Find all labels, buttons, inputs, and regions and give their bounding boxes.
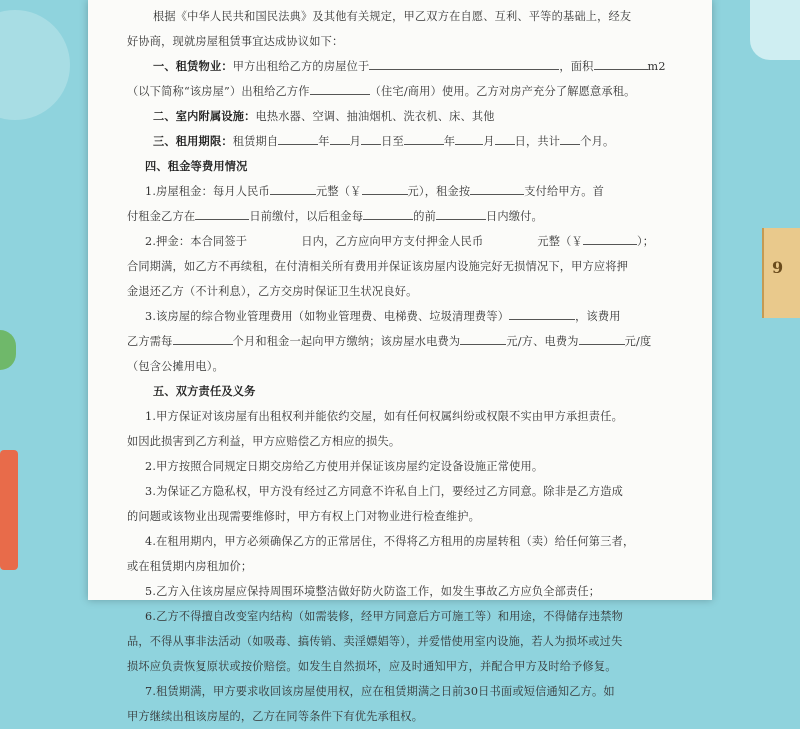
plant-decoration xyxy=(0,330,16,370)
clause-3 xyxy=(145,129,694,154)
text: m2 xyxy=(647,60,666,73)
duty-3-line-1: 3.为保证乙方隐私权，甲方没有经过乙方同意不许私自上门，要经过乙方同意。除非是乙方造成 xyxy=(145,485,623,498)
duty-4-line-2: 或在租赁期内房租加价； xyxy=(127,560,253,573)
address-blank[interactable] xyxy=(369,55,559,70)
clause-2 xyxy=(145,104,694,129)
end-month-blank[interactable] xyxy=(455,130,483,145)
text: ，该费用 xyxy=(575,310,621,323)
background-circle xyxy=(0,10,70,120)
text: 电热水器、空调、抽油烟机、洗衣机、床、其他 xyxy=(255,110,495,123)
section-1-title: 一、租赁物业： xyxy=(153,59,233,73)
clause-4-1-line-2 xyxy=(127,204,694,229)
pencil-decoration xyxy=(0,450,18,570)
property-fee-blank[interactable] xyxy=(509,305,575,320)
text: 日前缴付，以后租金每 xyxy=(249,210,364,223)
text: 的前 xyxy=(413,210,436,223)
text: 日内，乙方应向甲方支付押金人民币 xyxy=(301,235,484,248)
section-3-title: 三、租用期限： xyxy=(153,134,233,148)
duty-4-line-1: 4.在租用期内，甲方必须确保乙方的正常居住，不得将乙方租用的房屋转租（卖）给任何第三者， xyxy=(145,535,635,548)
deposit-amount-blank[interactable] xyxy=(583,230,637,245)
text: 元/方、电费为 xyxy=(506,335,579,348)
text: （以下简称“该房屋”）出租给乙方作 xyxy=(127,85,310,98)
text: 个月。 xyxy=(580,135,615,148)
text: 乙方需每 xyxy=(127,335,173,348)
duty-6-line-3: 损坏应负责恢复原状或按价赔偿。如发生自然损坏，应及时通知甲方，并配合甲方及时给予修复。 xyxy=(127,660,617,673)
duty-5: 5.乙方入住该房屋应保持周围环境整洁做好防火防盗工作，如发生事故乙方应负全部责任； xyxy=(145,585,601,598)
clause-4-2-line-1 xyxy=(145,229,694,254)
section-2-title: 二、室内附属设施： xyxy=(153,109,256,123)
section-4-title: 四、租金等费用情况 xyxy=(145,159,248,173)
fee-months-blank[interactable] xyxy=(173,330,233,345)
text: 3.该房屋的综合物业管理费用（如物业管理费、电梯费、垃圾清理费等） xyxy=(145,310,510,323)
payment-cycle-blank[interactable] xyxy=(470,180,524,195)
duty-6-line-2: 品，不得从事非法活动（如吸毒、搞传销、卖淫嫖娼等），并爱惜使用室内设施，若人为损坏或过失 xyxy=(127,635,623,648)
text: ，面积 xyxy=(559,60,594,73)
text: 1.房屋租金：每月人民币 xyxy=(145,185,270,198)
payment-period-blank[interactable] xyxy=(363,205,413,220)
clause-4-3-line-1 xyxy=(145,304,694,329)
intro-line-2: 好协商，现就房屋租赁事宜达成协议如下： xyxy=(127,35,344,48)
duty-7-line-2: 甲方继续出租该房屋的，乙方在同等条件下有优先承租权。 xyxy=(127,710,424,723)
text: 付租金乙方在 xyxy=(127,210,196,223)
text: 日，共计 xyxy=(514,135,561,148)
deposit-blank[interactable] xyxy=(483,231,537,245)
section-5-title: 五、双方责任及义务 xyxy=(153,384,256,398)
contract-page xyxy=(88,0,712,723)
text: ）； xyxy=(636,235,655,248)
text: 月 xyxy=(483,135,495,148)
ruler-digit: 9 xyxy=(772,258,784,277)
duty-1-line-1: 1.甲方保证对该房屋有出租权利并能依约交屋，如有任何权属纠纷或权限不实由甲方承担责任。 xyxy=(145,410,623,423)
water-rate-blank[interactable] xyxy=(460,330,506,345)
area-blank[interactable] xyxy=(594,55,648,70)
text: 年 xyxy=(443,135,456,148)
clause-4-2-line-2: 合同期满，如乙方不再续租，在付清相关所有费用并保证该房屋内设施完好无损情况下，甲方应将押 xyxy=(127,260,629,273)
end-year-blank[interactable] xyxy=(404,130,444,145)
duty-3-line-2: 的问题或该物业出现需要维修时，甲方有权上门对物业进行检查维护。 xyxy=(127,510,481,523)
contract-body xyxy=(88,0,712,729)
text: 月 xyxy=(349,135,362,148)
end-day-blank[interactable] xyxy=(495,130,515,145)
start-day-blank[interactable] xyxy=(361,130,381,145)
duty-7-line-1: 7.租赁期满，甲方要求收回该房屋使用权，应在租赁期满之日前30日书面或短信通知乙方。如 xyxy=(145,685,615,698)
clause-1-line-2 xyxy=(127,79,694,104)
text: （住宅/商用）使用。乙方对房产充分了解愿意承租。 xyxy=(369,85,636,98)
text: 元），租金按 xyxy=(407,185,471,198)
sign-days-blank[interactable] xyxy=(247,231,301,245)
text: 元/度 xyxy=(624,335,652,348)
text: 元整（￥ xyxy=(315,185,362,198)
text: 个月和租金一起向甲方缴纳；该房屋水电费为 xyxy=(232,335,461,348)
clause-4-3-line-3: （包含公摊用电）。 xyxy=(127,360,224,373)
first-payment-date-blank[interactable] xyxy=(195,205,249,220)
text: 年 xyxy=(318,135,330,148)
intro-line-1: 根据《中华人民共和国民法典》及其他有关规定，甲乙双方在自愿、互利、平等的基础上，经友 xyxy=(153,10,632,23)
rent-amount-blank[interactable] xyxy=(362,180,408,195)
duty-1-line-2: 如因此损害到乙方利益，甲方应赔偿乙方相应的损失。 xyxy=(127,435,401,448)
monthly-rent-blank[interactable] xyxy=(270,180,316,195)
start-year-blank[interactable] xyxy=(278,130,318,145)
clause-4-3-line-2 xyxy=(127,329,694,354)
text: 元整（￥ xyxy=(537,235,583,248)
ruler-decoration xyxy=(762,228,800,318)
start-month-blank[interactable] xyxy=(330,130,350,145)
text: 甲方出租给乙方的房屋位于 xyxy=(232,60,370,73)
duty-2: 2.甲方按照合同规定日期交房给乙方使用并保证该房屋约定设备设施正常使用。 xyxy=(145,460,544,473)
total-months-blank[interactable] xyxy=(560,130,580,145)
text: 支付给甲方。首 xyxy=(524,185,604,198)
text: 2.押金：本合同签于 xyxy=(145,235,248,248)
background-decoration xyxy=(750,0,800,60)
usage-blank[interactable] xyxy=(310,80,370,95)
text: 日至 xyxy=(381,135,404,148)
clause-4-2-line-3: 金退还乙方（不计利息），乙方交房时保证卫生状况良好。 xyxy=(127,285,418,298)
clause-4-1-line-1 xyxy=(145,179,694,204)
clause-1-line-1 xyxy=(145,54,694,79)
text: 租赁期自 xyxy=(232,135,279,148)
electric-rate-blank[interactable] xyxy=(579,330,625,345)
text: 日内缴付。 xyxy=(486,210,543,223)
payment-days-blank[interactable] xyxy=(436,205,486,220)
duty-6-line-1: 6.乙方不得擅自改变室内结构（如需装修，经甲方同意后方可施工等）和用途，不得储存违禁物 xyxy=(145,610,623,623)
